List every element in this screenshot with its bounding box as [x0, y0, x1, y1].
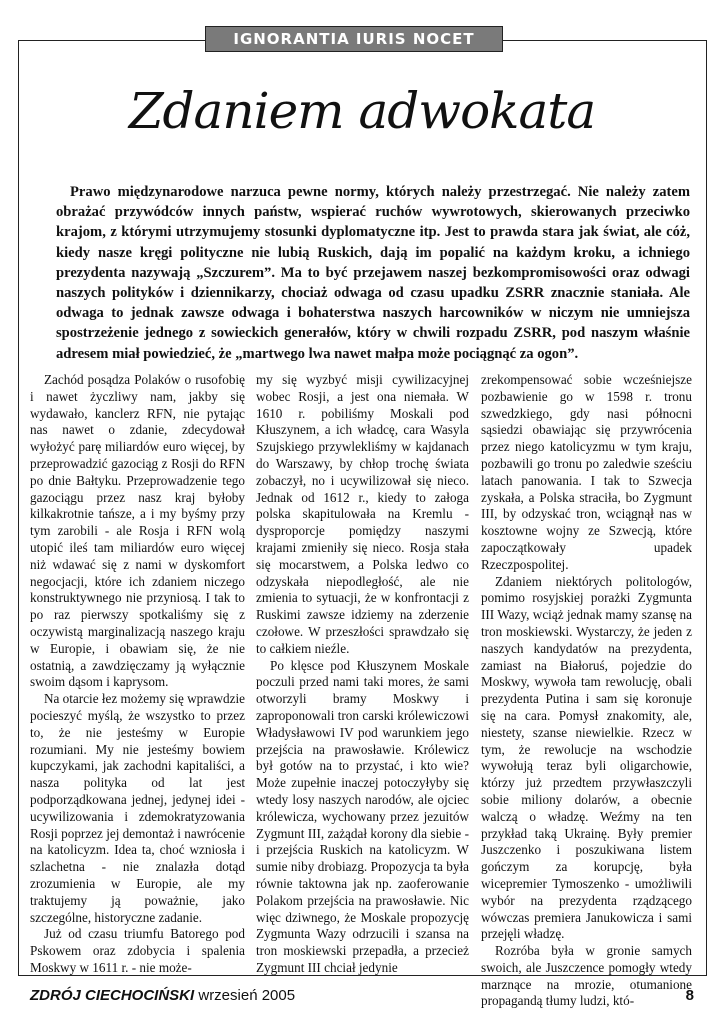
- publication-date: wrzesień 2005: [198, 987, 296, 1004]
- article-title: Zdaniem adwokata: [128, 82, 596, 140]
- column-1: [30, 372, 245, 977]
- page-number: 8: [685, 987, 694, 1004]
- footer-publication: [30, 987, 295, 1004]
- paragraph: zrekompensować sobie wcześniejsze pozbawienie go w 1598 r. tronu szwedzkiego, gdy nasi północni sąsiedzi obawiając się przywrócenia przez niego katolicyzmu w tym kraju, pozbawili go tronu po zaledwie sześciu latach panowania. I tak to Szwecja zyskała, a Polska straciła, bo Zygmunt III, by odzyskać tron, wciągnął nas w kosztowne wojny ze Szwecją, które zapoczątkowały upadek Rzeczpospolitej.: [481, 372, 692, 572]
- paragraph: Rozróba była w gronie samych swoich, ale Juszczence pomogły wtedy marznące na mrozie, otumanione propagandą tłumy ludzi, któ-: [481, 943, 692, 1009]
- paragraph: Już od czasu triumfu Batorego pod Pskowem oraz zdobycia i spalenia Moskwy w 1611 r. - nie może-: [30, 926, 245, 975]
- paragraph: my się wyzbyć misji cywilizacyjnej wobec Rosji, a jest ona niemała. W 1610 r. pobiliśmy Moskali pod Kłuszynem, a ich władcę, cara Wasyla Szujskiego przywlekliśmy w kajdanach do Warszawy, by chłop trochę świata zobaczył, no i ucywilizował się nieco. Jednak od 1612 r., kiedy to załoga polska skapitulowała na Kremlu - dysproporcje pomiędzy naszymi krajami zmieniły się nieco. Rosja stała się mocarstwem, a Polska ledwo co odzyskała niepodległość, ale nie zmienia to sytuacji, że w konfrontacji z Ruskimi zawsze idziemy na zderzenie czołowe. W przeszłości sprawdzało się to całkiem nieźle.: [256, 372, 469, 656]
- paragraph: Po klęsce pod Kłuszynem Moskale poczuli przed nami taki mores, że sami otworzyli bramy Moskwy i zaproponowali tron carski królewiczowi Władysławowi IV pod warunkiem jego przejścia na prawosławie. Królewicz był gotów na to przystać, i kto wie? Może zupełnie inaczej potoczyłyby się wtedy losy naszych narodów, ale ojciec królewicza, wychowany przez jezuitów Zygmunt III, zażądał korony dla siebie - i przejścia Ruskich na katolicyzm. W sumie niby drobiazg. Propozycja ta była równie taktowna jak np. zaoferowanie Polakom przejścia na prawosławie. Nic więc dziwnego, że Moskale propozycję Zygmunta Wazy odrzucili i szansa na tron moskiewski przepadła, a przecież Zygmunt III chciał jedynie: [256, 657, 469, 975]
- paragraph: Zdaniem niektórych politologów, pomimo rosyjskiej porażki Zygmunta III Wazy, wciąż jednak mamy szansę na tron moskiewski. Wystarczy, że jeden z naszych kandydatów na prezydenta, zamiast na Białoruś, pojedzie do Moskwy, wywoła tam rewolucję, obali prezydenta Putina i sam się koronuje się na cara. Pomysł znakomity, ale, niestety, szanse niewielkie. Rzecz w tym, że rewolucje na wschodzie wywołują teraz byli oligarchowie, którzy już przedtem przywłaszczyli sobie miliony dolarów, a obecnie walczą o władzę. Weźmy na ten przykład taką Ukrainę. Były premier Juszczenko i poszukiwana listem gończym za korupcję, była wicepremier Tymoszenko - umożliwili wybór na prezydenta rządzącego wówczas premiera Janukowicza i sami przejęli władzę.: [481, 573, 692, 942]
- paragraph: Zachód posądza Polaków o rusofobię i nawet życzliwy nam, jakby się wydawało, kanclerz RFN, nie pytając nas nawet o zdanie, zdecydował wyłożyć parę miliardów euro więcej, by przeprowadzić gazociąg z Rosji do RFN po dnie Bałtyku. Przeprowadzenie tego gazociągu przez nasz kraj byłoby kilkakrotnie tańsze, a i my byśmy przy tym zarobili - ale Rosja i RFN wolą utopić ileś tam miliardów euro więcej niż wdawać się z nami w dyskomfort negocjacji, które ich zdaniem niczego konstruktywnego nie przyniosą. I tak to po raz pierwszy spotkaliśmy się z oczywistą marginalizacją naszego kraju w Europie, i obawiam się, że nie ostatnią, a zawdzięczamy ją wyłącznie swoim dąsom i kaprysom.: [30, 372, 245, 690]
- publication-name: ZDRÓJ CIECHOCIŃSKI: [30, 987, 195, 1004]
- section-label: IGNORANTIA IURIS NOCET: [233, 30, 475, 48]
- column-2: [256, 372, 469, 977]
- section-label-box: [205, 26, 503, 52]
- column-3: [481, 372, 692, 1010]
- paragraph: Na otarcie łez możemy się wprawdzie pocieszyć myślą, że wszystko to przez to, że nie jesteśmy w Europie rozumiani. My nie jesteśmy bowiem kupczykami, jak zachodni kapitaliści, a nasza polityka od lat jest podporządkowana jednej, jedynej idei - ucywilizowania i zdemokratyzowania Rosji poprzez jej demontaż i nawrócenie na katolicyzm. Idea ta, choć wzniosła i szlachetna - nie znalazła dotąd zrozumienia w Europie, ale my traktujemy ją poważnie, jako szczególne, historyczne zadanie.: [30, 691, 246, 925]
- lead-paragraph: Prawo międzynarodowe narzuca pewne normy, których należy przestrzegać. Nie należy zatem obrażać przywódców innych państw, wspierać ruchów wywrotowych, skierowanych przeciwko krajom, z którymi utrzymujemy stosunki dyplomatyczne itp. Jest to prawda stara jak świat, ale cóż, kiedy nasze kręgi polityczne nie lubią Ruskich, dają im popalić na każdym kroku, a ichniego prezydenta nazywają „Szczurem”. Ma to być przejawem naszej bezkompromisowości oraz odwagi naszych polityków i dziennikarzy, chociaż odwaga od czasu upadku ZSRR znacznie staniała. Ale odwaga to jednak zawsze odwaga i bohaterstwa naszych harcowników w niczym nie umniejsza spostrzeżenie jednego z sowieckich generałów, który w chwili rozpadu ZSRR, pod naszym właśnie adresem miał powiedzieć, że „martwego lwa nawet małpa może pociągnąć za ogon”.: [56, 184, 690, 362]
